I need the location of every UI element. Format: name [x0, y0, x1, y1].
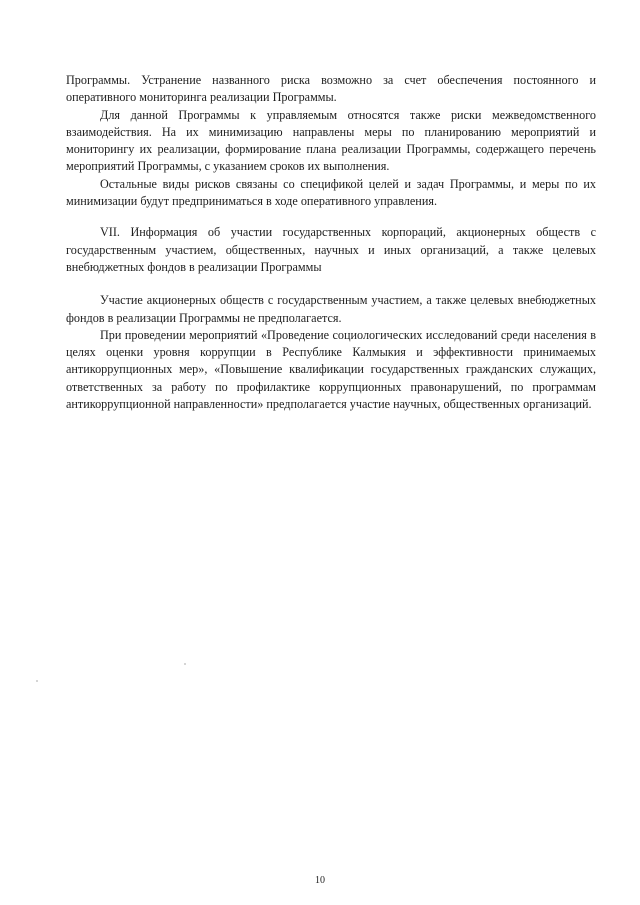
section-heading-vii: VII. Информация об участии государственных корпораций, акционерных обществ с государственным участием, общественных, научных и иных организаций, а также целевых внебюджетных фондов в реализации Программы [66, 225, 596, 274]
paragraph-other-risks: Остальные виды рисков связаны со спецификой целей и задач Программы, и меры по их минимизации будут предприниматься в ходе оперативного управления. [66, 176, 596, 209]
scan-speck [184, 663, 186, 665]
paragraph-interagency-risks: Для данной Программы к управляемым относятся также риски межведомственного взаимодействия. На их минимизацию направлены меры по планированию мероприятий и мониторингу их реализации, формирование плана реализации Программы, содержащего перечень мероприятий Программы, с указанием сроков их выполнения. [66, 107, 596, 174]
page-number: 10 [315, 875, 325, 886]
paragraph-joint-stock-participation: Участие акционерных обществ с государственным участием, а также целевых внебюджетных фондов в реализации Программы не предполагается. [66, 293, 596, 325]
paragraph-events-participation: При проведении мероприятий «Проведение социологических исследований среди населения в целях оценки уровня коррупции в Республике Калмыкия и эффективности принимаемых антикоррупционных мер», «Повышение квалификации государственных гражданских служащих, ответственных за работу по профилактике коррупционных правонарушений, по программам антикоррупционной направленности» предполагается участие научных, общественных организаций. [66, 327, 596, 412]
scan-speck [36, 680, 38, 682]
paragraph-risk-elimination: Программы. Устранение названного риска возможно за счет обеспечения постоянного и оперативного мониторинга реализации Программы. [66, 73, 596, 105]
document-body [66, 72, 596, 413]
